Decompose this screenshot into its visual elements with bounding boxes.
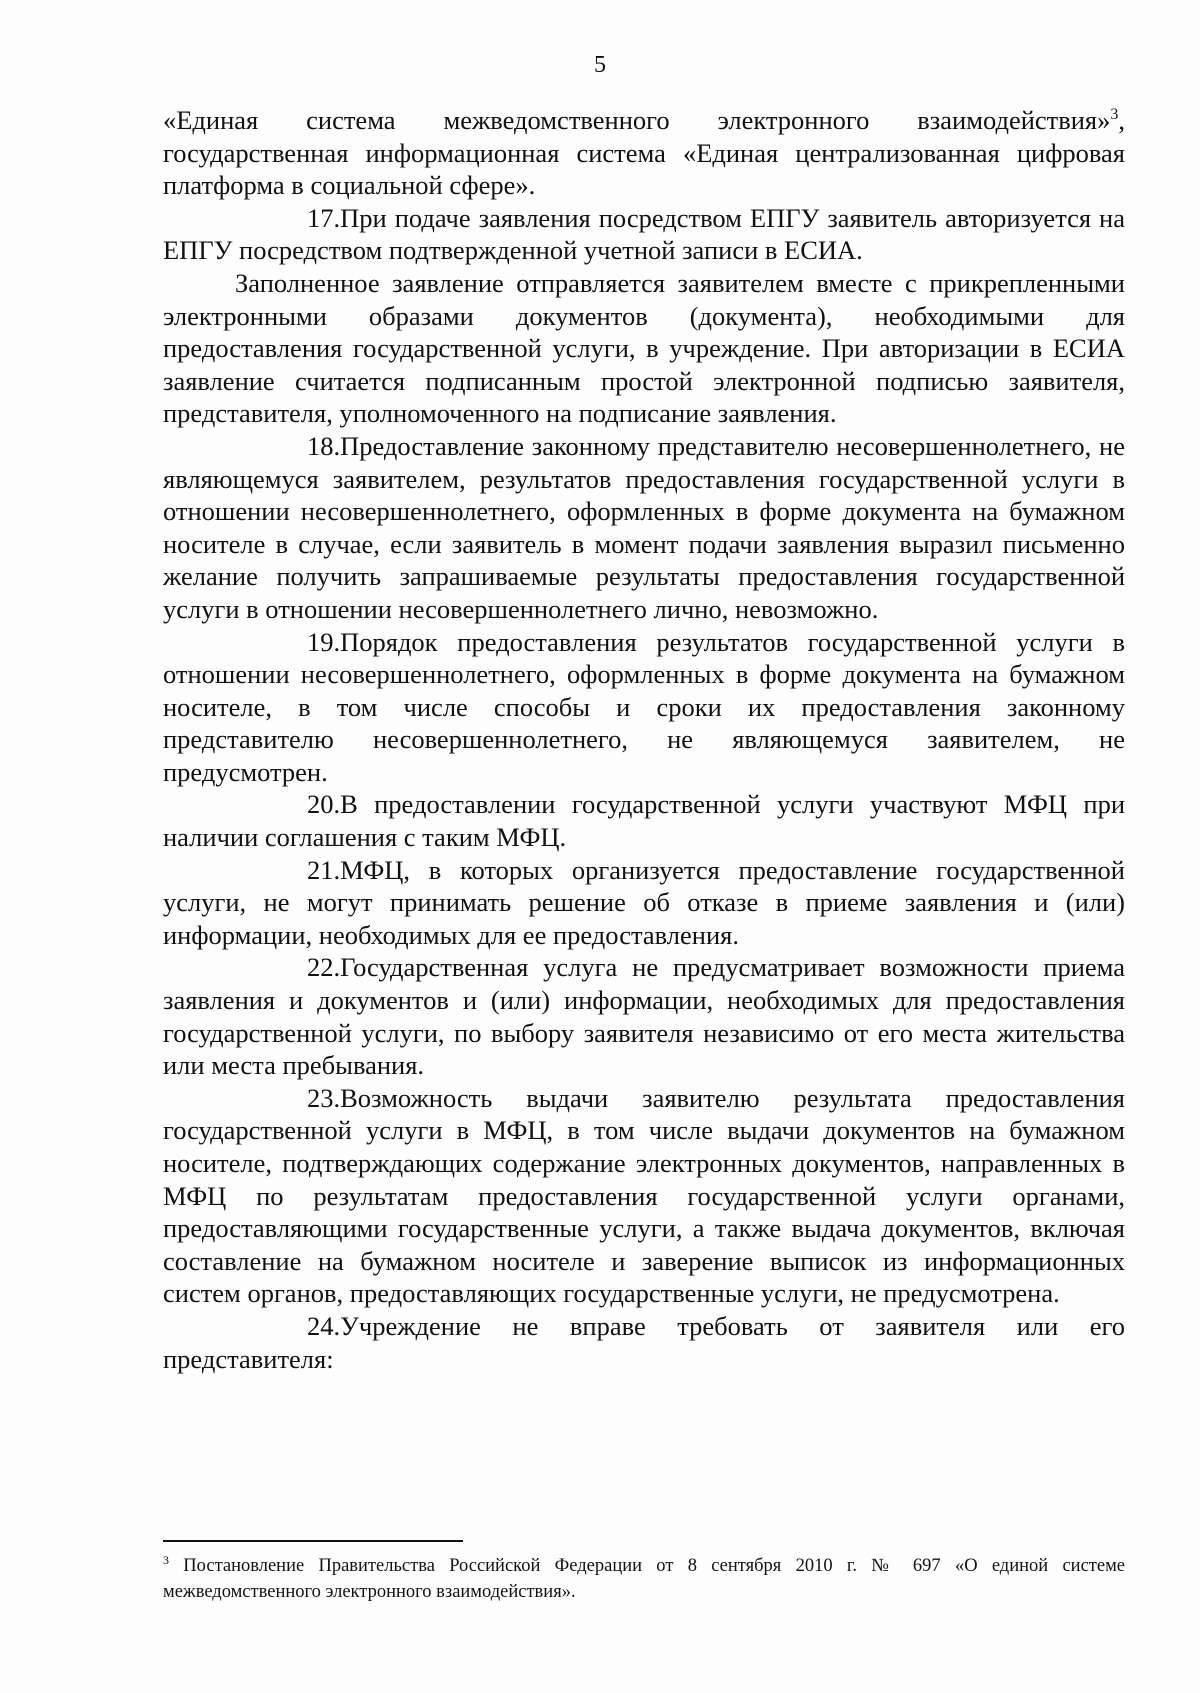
paragraph-number: 18.	[307, 430, 341, 461]
paragraph-number: 20.	[307, 789, 341, 820]
paragraph-19	[163, 626, 1125, 789]
paragraph-text: Заполненное заявление отправляется заявителем вместе с прикрепленными электронными образами документов (документа), необходимыми для предоставления государственной услуги, в учреждение. При авторизации в ЕСИА заявление считается подписанным простой электронной подписью заявителя, представителя, уполномоченного на подписание заявления.	[163, 267, 1125, 429]
body-text	[163, 104, 1125, 1375]
paragraph-text: Учреждение не вправе требовать от заявителя или его представителя:	[163, 1310, 1125, 1374]
paragraph-continuation	[163, 104, 1125, 202]
paragraph-17-continued	[163, 267, 1125, 430]
paragraph-number: 22.	[307, 952, 341, 983]
paragraph-20	[163, 788, 1125, 853]
footnote-marker: 3	[163, 1552, 169, 1567]
paragraph-text: Возможность выдачи заявителю результата предоставления государственной услуги в МФЦ, в том числе выдачи документов на бумажном носителе, подтверждающих содержание электронных документов, направленных в МФЦ по результатам предоставления государственной услуги органами, предоставляющими государственные услуги, а также выдача документов, включая составление на бумажном носителе и заверение выписок из информационных систем органов, предоставляющих государственные услуги, не предусмотрена.	[163, 1082, 1125, 1309]
paragraph-17	[163, 202, 1125, 267]
paragraph-21	[163, 854, 1125, 952]
paragraph-text: «Единая система межведомственного электронного взаимодействия»	[163, 105, 1111, 135]
paragraph-number: 24.	[307, 1310, 341, 1341]
footnote	[163, 1553, 1125, 1605]
paragraph-text: Предоставление законному представителю несовершеннолетнего, не являющемуся заявителем, результатов предоставления государственной услуги в отношении несовершеннолетнего, оформленных в форме документа на бумажном носителе в случае, если заявитель в момент подачи заявления выразил письменно желание получить запрашиваемые результаты предоставления государственной услуги в отношении несовершеннолетнего лично, невозможно.	[163, 430, 1125, 624]
paragraph-text: В предоставлении государственной услуги участвуют МФЦ при наличии соглашения с таким МФЦ.	[163, 789, 1125, 853]
footnote-ref[interactable]: 3	[1110, 106, 1119, 124]
paragraph-number: 21.	[307, 854, 341, 885]
paragraph-number: 17.	[307, 202, 341, 233]
paragraph-text: Государственная услуга не предусматривает возможности приема заявления и документов и (или) информации, необходимых для предоставления государственной услуги, по выбору заявителя независимо от его места жительства или места пребывания.	[163, 952, 1125, 1081]
paragraph-22	[163, 951, 1125, 1081]
paragraph-number: 23.	[307, 1082, 341, 1113]
paragraph-18	[163, 430, 1125, 626]
paragraph-number: 19.	[307, 626, 341, 657]
paragraph-text: При подаче заявления посредством ЕПГУ заявитель авторизуется на ЕПГУ посредством подтвержденной учетной записи в ЕСИА.	[163, 202, 1125, 266]
paragraph-24	[163, 1310, 1125, 1375]
paragraph-text: Порядок предоставления результатов государственной услуги в отношении несовершеннолетнего, оформленных в форме документа на бумажном носителе, в том числе способы и сроки их предоставления законному представителю несовершеннолетнего, не являющемуся заявителем, не предусмотрен.	[163, 626, 1125, 787]
page-number: 5	[594, 52, 606, 78]
paragraph-text-tail: , государственная информационная система «Единая централизованная цифровая платформа в социальной сфере».	[163, 105, 1125, 201]
footnote-text: Постановление Правительства Российской Федерации от 8 сентября 2010 г. № 697 «О единой системе межведомственного электронного взаимодействия».	[163, 1556, 1125, 1602]
paragraph-text: МФЦ, в которых организуется предоставление государственной услуги, не могут принимать решение об отказе в приеме заявления и (или) информации, необходимых для ее предоставления.	[163, 854, 1125, 950]
paragraph-23	[163, 1082, 1125, 1310]
footnote-divider	[163, 1540, 463, 1542]
